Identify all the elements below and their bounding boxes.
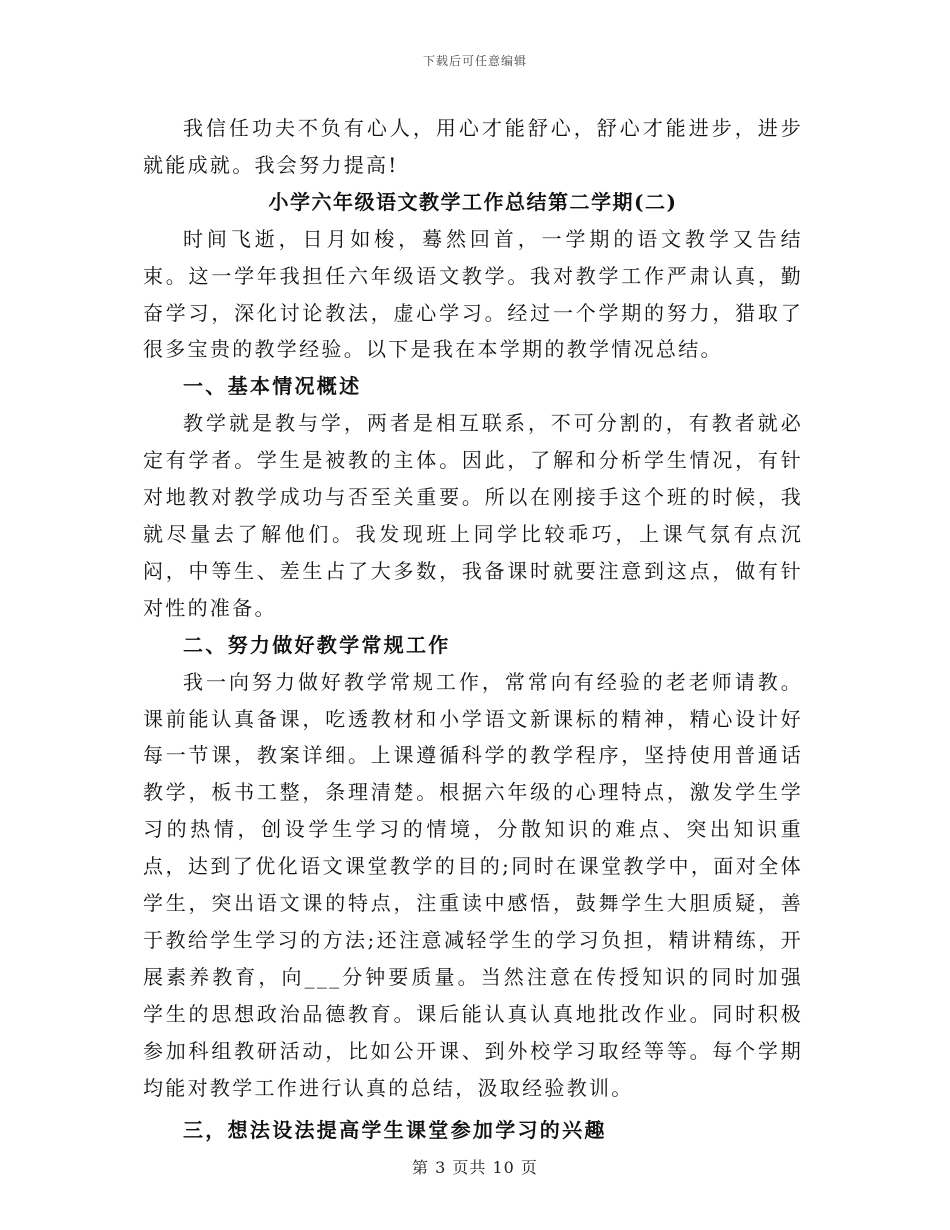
section-heading-2: 二、努力做好教学常规工作	[183, 632, 451, 657]
page-footer-number: 第 3 页共 10 页	[412, 1158, 538, 1177]
opening-paragraph: 时间飞逝，日月如梭，蓦然回首，一学期的语文教学又告结束。这一学年我担任六年级语文教学。我对教学工作严肃认真，勤奋学习，深化讨论教法，虚心学习。经过一个学期的努力，猎取了很多宝贵的教学经验。以下是我在本学期的教学情况总结。	[143, 226, 803, 362]
section-heading-1: 一、基本情况概述	[183, 374, 362, 399]
intro-paragraph: 我信任功夫不负有心人，用心才能舒心，舒心才能进步，进步就能成就。我会努力提高!	[143, 116, 803, 177]
section-1-paragraph: 教学就是教与学，两者是相互联系，不可分割的，有教者就必定有学者。学生是被教的主体。因此，了解和分析学生情况，有针对地教对教学成功与否至关重要。所以在刚接手这个班的时候，我就尽量去了解他们。我发现班上同学比较乖巧，上课气氛有点沉闷，中等生、差生占了大多数，我备课时就要注意到这点，做有针对性的准备。	[143, 411, 803, 620]
document-body	[143, 110, 803, 1149]
section-2-paragraph: 我一向努力做好教学常规工作，常常向有经验的老老师请教。课前能认真备课，吃透教材和小学语文新课标的精神，精心设计好每一节课，教案详细。上课遵循科学的教学程序，坚持使用普通话教学，板书工整，条理清楚。根据六年级的心理特点，激发学生学习的热情，创设学生学习的情境，分散知识的难点、突出知识重点，达到了优化语文课堂教学的目的;同时在课堂教学中，面对全体学生，突出语文课的特点，注重读中感悟，鼓舞学生大胆质疑，善于教给学生学习的方法;还注意减轻学生的学习负担，精讲精练，开展素养教育，向___分钟要质量。当然注意在传授知识的同时加强学生的思想政治品德教育。课后能认真认真地批改作业。同时积极参加科组教研活动，比如公开课、到外校学习取经等等。每个学期均能对教学工作进行认真的总结，汲取经验教训。	[143, 669, 803, 1100]
section-heading-3: 三，想法设法提高学生课堂参加学习的兴趣	[183, 1118, 607, 1143]
document-title: 小学六年级语文教学工作总结第二学期(二)	[268, 189, 678, 214]
page-header-note: 下载后可任意编辑	[422, 54, 527, 68]
